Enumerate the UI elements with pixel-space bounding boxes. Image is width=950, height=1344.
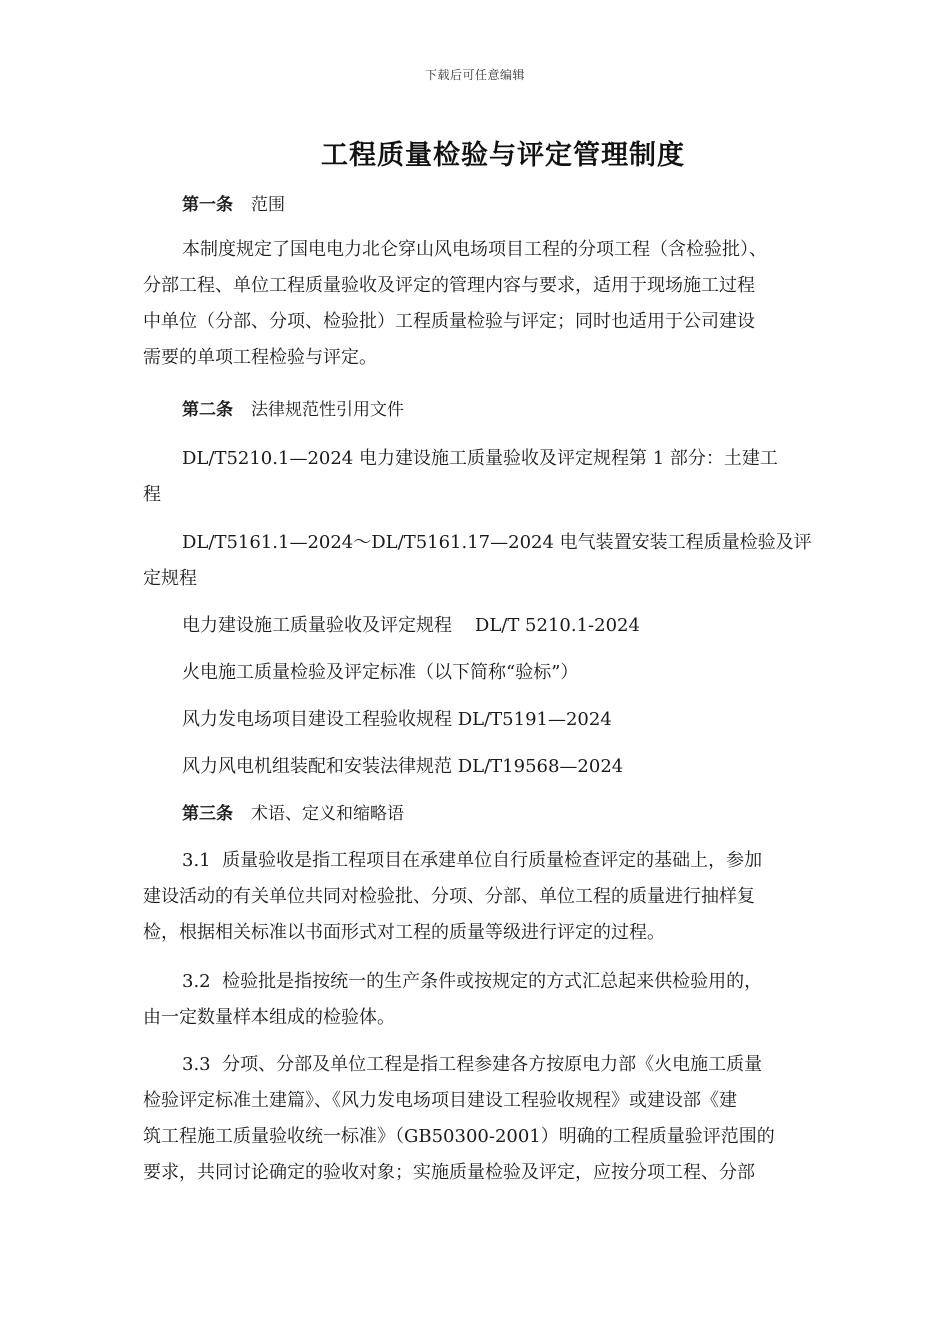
- section-3-number: 第三条: [182, 804, 233, 824]
- term-3-3: [143, 1047, 811, 1191]
- term-3-2: [143, 964, 811, 1036]
- paragraph-line: 需要的单项工程检验与评定。: [143, 347, 377, 368]
- reference-line: DL/T5210.1—2024 电力建设施工质量验收及评定规程第 1 部分：土建工: [182, 448, 778, 469]
- paragraph-line: 3.1 质量验收是指工程项目在承建单位自行质量检查评定的基础上，参加: [182, 850, 763, 871]
- paragraph-line: 由一定数量样本组成的检验体。: [143, 1007, 395, 1028]
- section-2-number: 第二条: [182, 400, 233, 420]
- reference-line: 电力建设施工质量验收及评定规程 DL/T 5210.1-2024: [182, 615, 640, 636]
- reference-6: [143, 749, 811, 785]
- reference-line: DL/T5161.1—2024～DL/T5161.17—2024 电气装置安装工程质量检验及评: [182, 532, 812, 553]
- section-1-number: 第一条: [182, 195, 233, 215]
- paragraph-line: 检验评定标准土建篇》、《风力发电场项目建设工程验收规程》或建设部《建: [143, 1090, 737, 1111]
- paragraph-line: 要求，共同讨论确定的验收对象；实施质量检验及评定，应按分项工程、分部: [143, 1162, 755, 1183]
- reference-line: 定规程: [143, 568, 197, 589]
- paragraph-line: 筑工程施工质量验收统一标准》（GB50300-2001）明确的工程质量验评范围的: [143, 1126, 775, 1147]
- paragraph-line: 本制度规定了国电电力北仑穿山风电场项目工程的分项工程（含检验批）、: [182, 239, 767, 260]
- paragraph-line: 中单位（分部、分项、检验批）工程质量检验与评定；同时也适用于公司建设: [143, 311, 755, 332]
- section-1-title: 范围: [251, 195, 285, 215]
- document-title: 工程质量检验与评定管理制度: [321, 140, 685, 171]
- scope-paragraph: [143, 232, 811, 376]
- paragraph-line: 3.3 分项、分部及单位工程是指工程参建各方按原电力部《火电施工质量: [182, 1054, 763, 1075]
- section-3: [143, 796, 811, 832]
- reference-3: [143, 608, 811, 644]
- section-1: [143, 187, 811, 223]
- section-2-title: 法律规范性引用文件: [251, 400, 404, 420]
- reference-line: 程: [143, 484, 161, 505]
- reference-line: 风力发电场项目建设工程验收规程 DL/T5191—2024: [182, 709, 612, 730]
- paragraph-line: 检，根据相关标准以书面形式对工程的质量等级进行评定的过程。: [143, 922, 665, 943]
- paragraph-line: 3.2 检验批是指按统一的生产条件或按规定的方式汇总起来供检验用的，: [182, 971, 763, 992]
- reference-4: [143, 655, 811, 691]
- reference-5: [143, 702, 811, 738]
- reference-1: [143, 441, 811, 513]
- reference-2: [143, 525, 811, 597]
- paragraph-line: 分部工程、单位工程质量验收及评定的管理内容与要求，适用于现场施工过程: [143, 275, 755, 296]
- term-3-1: [143, 843, 811, 951]
- section-2: [143, 392, 811, 428]
- header-note: 下载后可任意编辑: [424, 68, 525, 82]
- section-3-title: 术语、定义和缩略语: [251, 804, 404, 824]
- paragraph-line: 建设活动的有关单位共同对检验批、分项、分部、单位工程的质量进行抽样复: [143, 886, 755, 907]
- reference-line: 火电施工质量检验及评定标准（以下简称“验标”）: [182, 662, 579, 683]
- reference-line: 风力风电机组装配和安装法律规范 DL/T19568—2024: [182, 756, 624, 777]
